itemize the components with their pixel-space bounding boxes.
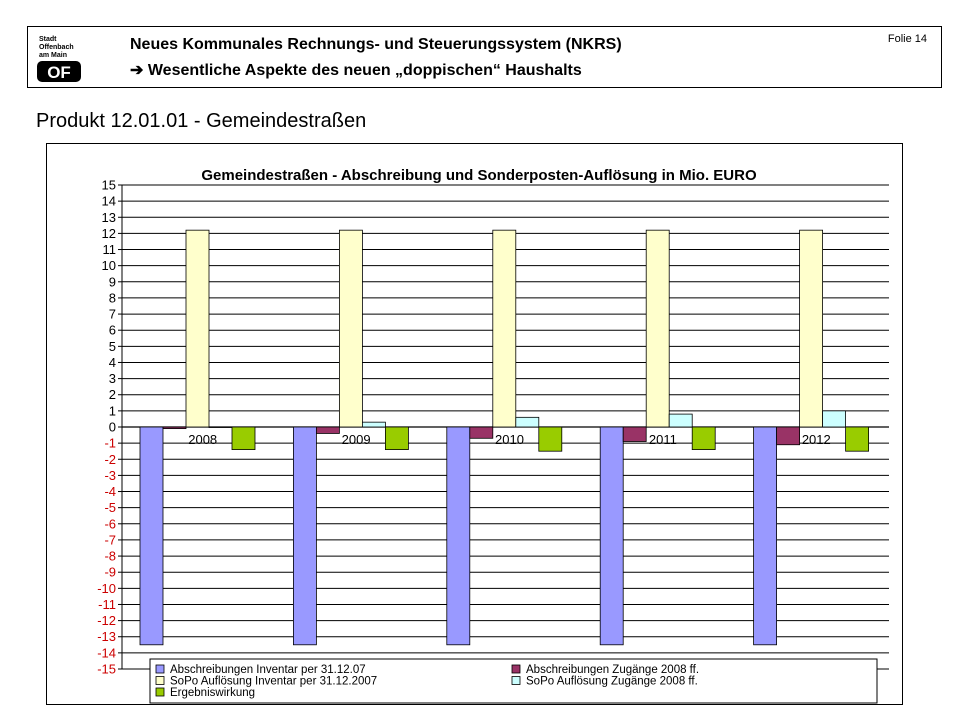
y-tick-label: -15 — [97, 661, 116, 677]
y-tick-label: 13 — [101, 209, 116, 225]
bar-4 — [823, 411, 846, 427]
chart-container — [46, 143, 903, 705]
y-tick-label: 14 — [101, 193, 116, 209]
bar-3 — [800, 230, 823, 427]
bar-2 — [470, 427, 493, 438]
y-tick-label: -8 — [104, 548, 116, 564]
bar-2 — [623, 427, 646, 442]
city-logo — [35, 32, 85, 84]
bar-3 — [646, 230, 669, 427]
y-tick-label: 2 — [108, 387, 116, 403]
legend-label: Ergebniswirkung — [170, 687, 256, 699]
y-tick-label: 5 — [108, 338, 116, 354]
y-tick-label: -10 — [97, 580, 116, 596]
y-tick-label: -6 — [104, 516, 116, 532]
y-tick-label: 11 — [102, 242, 116, 258]
y-tick-label: -9 — [104, 564, 116, 580]
bar-3 — [339, 230, 362, 427]
bar-5 — [539, 427, 562, 451]
y-tick-label: 10 — [101, 258, 116, 274]
y-tick-label: -14 — [97, 645, 116, 661]
slide-number: Folie 14 — [887, 33, 927, 45]
logo-line-2: Offenbach — [39, 44, 74, 51]
y-tick-label: -5 — [104, 500, 116, 516]
bar-1 — [140, 427, 163, 645]
y-tick-label: 7 — [108, 306, 116, 322]
logo-line-3: am Main — [39, 52, 68, 59]
y-tick-label: 3 — [108, 371, 116, 387]
x-tick-label: 2011 — [648, 432, 677, 447]
logo-line-1: Stadt — [39, 36, 57, 43]
y-tick-label: 4 — [108, 354, 116, 370]
page-title: Produkt 12.01.01 - Gemeindestraßen — [36, 110, 367, 132]
bar-4 — [516, 417, 539, 427]
y-tick-label: -7 — [104, 532, 116, 548]
bar-1 — [293, 427, 316, 645]
arrow-icon: ➔ — [130, 62, 144, 79]
bar-5 — [692, 427, 715, 450]
chart-title: Gemeindestraßen - Abschreibung und Sonderposten-Auflösung in Mio. EURO — [201, 167, 757, 184]
y-tick-label: -2 — [104, 451, 116, 467]
bar-2 — [316, 427, 339, 433]
x-tick-label: 2008 — [188, 432, 218, 447]
legend-swatch — [156, 688, 164, 696]
x-tick-label: 2009 — [341, 432, 371, 447]
bar-4 — [362, 422, 385, 427]
y-tick-label: -11 — [98, 596, 116, 612]
y-tick-label: 12 — [101, 225, 116, 241]
y-tick-label: -3 — [104, 467, 116, 483]
bar-3 — [186, 230, 209, 427]
chart-legend — [150, 659, 877, 703]
legend-label: Abschreibungen Zugänge 2008 ff. — [526, 664, 700, 676]
y-tick-label: 15 — [101, 177, 116, 193]
bar-1 — [754, 427, 777, 645]
bar-4 — [209, 427, 232, 428]
bar-2 — [163, 427, 186, 429]
legend-swatch — [512, 677, 520, 685]
x-tick-label: 2012 — [801, 432, 831, 447]
bar-1 — [447, 427, 470, 645]
header-title: Neues Kommunales Rechnungs- und Steuerungssystem (NKRS) — [130, 36, 622, 53]
logo-mark: OF — [47, 63, 71, 82]
header-subtitle — [130, 60, 582, 80]
bar-chart — [46, 143, 903, 705]
legend-label: SoPo Auflösung Inventar per 31.12.2007 — [170, 675, 378, 688]
bar-3 — [493, 230, 516, 427]
y-tick-label: 9 — [108, 274, 116, 290]
bar-1 — [600, 427, 623, 645]
bar-5 — [232, 427, 255, 450]
bar-2 — [777, 427, 800, 445]
y-tick-label: -4 — [104, 484, 116, 500]
legend-swatch — [512, 665, 520, 673]
legend-label: Abschreibungen Inventar per 31.12.07 — [170, 664, 366, 676]
bar-5 — [385, 427, 408, 450]
y-tick-label: -13 — [97, 629, 116, 645]
slide-header — [27, 26, 942, 88]
x-tick-label: 2010 — [495, 432, 524, 447]
bar-4 — [669, 414, 692, 427]
header-subtitle-text: Wesentliche Aspekte des neuen „doppischen“ Haushalts — [147, 62, 582, 79]
legend-swatch — [156, 665, 164, 673]
bar-5 — [846, 427, 869, 451]
y-tick-label: 6 — [108, 322, 116, 338]
legend-swatch — [156, 677, 164, 685]
y-tick-label: -12 — [97, 613, 116, 629]
y-tick-label: 1 — [108, 403, 116, 419]
y-tick-label: 8 — [108, 290, 116, 306]
y-tick-label: -1 — [104, 435, 116, 451]
y-tick-label: 0 — [108, 419, 116, 435]
legend-label: SoPo Auflösung Zugänge 2008 ff. — [526, 675, 698, 688]
